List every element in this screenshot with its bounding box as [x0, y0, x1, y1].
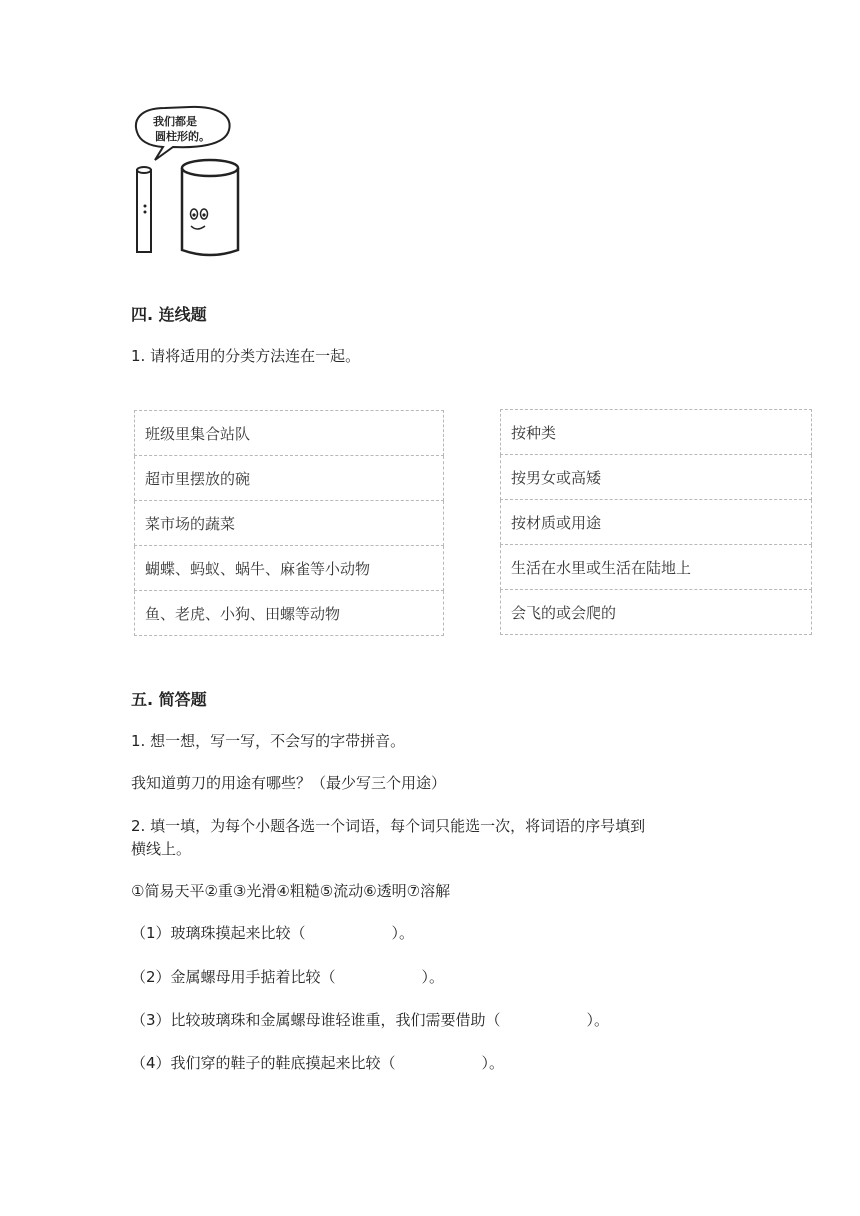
speech-text-1: 我们都是: [153, 115, 197, 128]
right-row: [501, 545, 812, 590]
section5-question-1: 1. 想一想，写一写，不会写的字带拼音。: [131, 732, 406, 750]
right-item[interactable]: 按种类: [501, 410, 812, 455]
fill-item-text: （2）金属螺母用手掂着比较（: [131, 968, 336, 986]
left-row: [135, 546, 444, 591]
left-row: [135, 591, 444, 636]
section5-question-2-line1: 2. 填一填，为每个小题各选一个词语，每个词只能选一次，将词语的序号填到: [131, 817, 646, 835]
right-item[interactable]: 按男女或高矮: [501, 455, 812, 500]
right-row: [501, 500, 812, 545]
section5-question-2-line2: 横线上。: [131, 840, 192, 858]
left-row: [135, 456, 444, 501]
right-items-table: [500, 409, 812, 635]
right-item[interactable]: 生活在水里或生活在陆地上: [501, 545, 812, 590]
fill-item-text-end: ）。: [586, 1011, 610, 1029]
section5-question-1-sub: 我知道剪刀的用途有哪些？（最少写三个用途）: [131, 774, 447, 792]
fill-item-1: [131, 922, 414, 943]
fill-item-2: [131, 966, 444, 987]
left-item[interactable]: 超市里摆放的碗: [135, 456, 444, 501]
word-options: ①简易天平②重③光滑④粗糙⑤流动⑥透明⑦溶解: [131, 882, 451, 900]
left-item[interactable]: 菜市场的蔬菜: [135, 501, 444, 546]
fill-item-4: [131, 1052, 504, 1073]
fill-item-text: （3）比较玻璃珠和金属螺母谁轻谁重，我们需要借助（: [131, 1011, 501, 1029]
section5-heading: 五. 简答题: [131, 690, 207, 709]
right-item[interactable]: 会飞的或会爬的: [501, 590, 812, 635]
left-item[interactable]: 鱼、老虎、小狗、田螺等动物: [135, 591, 444, 636]
speech-text-2: 圆柱形的。: [155, 130, 210, 143]
fill-item-text-end: ）。: [391, 924, 415, 942]
fill-item-3: [131, 1009, 609, 1030]
left-row: [135, 501, 444, 546]
left-row: [135, 411, 444, 456]
right-item[interactable]: 按材质或用途: [501, 500, 812, 545]
fill-item-text-end: ）。: [481, 1054, 505, 1072]
fill-item-text-end: ）。: [421, 968, 445, 986]
right-row: [501, 590, 812, 635]
left-items-table: [134, 410, 444, 636]
left-item[interactable]: 班级里集合站队: [135, 411, 444, 456]
fill-item-text: （1）玻璃珠摸起来比较（: [131, 924, 306, 942]
left-item[interactable]: 蝴蝶、蚂蚁、蜗牛、麻雀等小动物: [135, 546, 444, 591]
cylinder-illustration: [125, 102, 255, 262]
fill-item-text: （4）我们穿的鞋子的鞋底摸起来比较（: [131, 1054, 396, 1072]
section4-question-1: 1. 请将适用的分类方法连在一起。: [131, 347, 361, 365]
section4-heading: 四. 连线题: [131, 305, 207, 324]
right-row: [501, 455, 812, 500]
right-row: [501, 410, 812, 455]
